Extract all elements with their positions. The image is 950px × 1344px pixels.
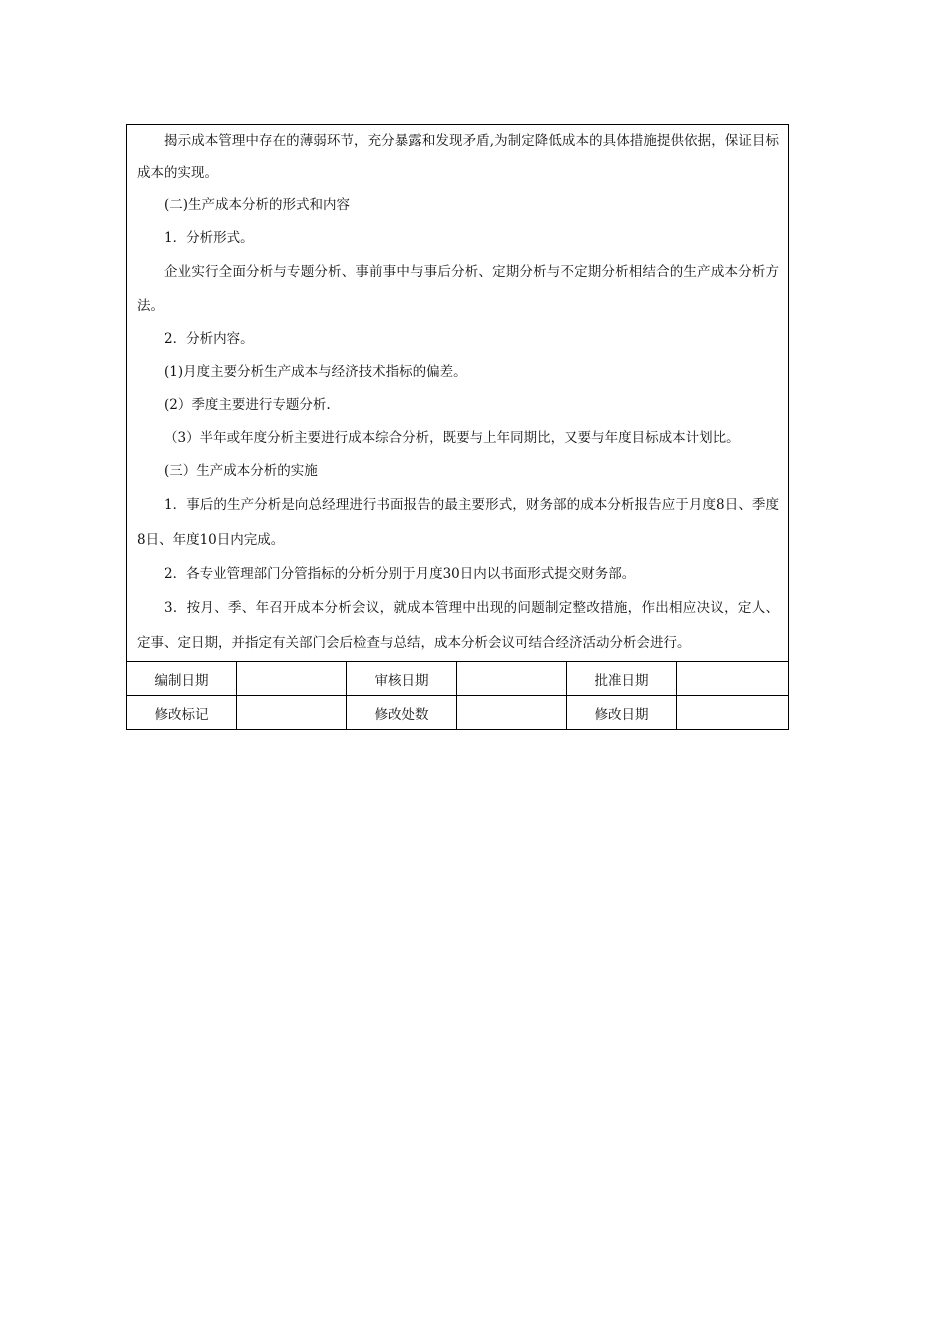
paragraph-analysis-meeting: 3．按月、季、年召开成本分析会议，就成本管理中出现的问题制定整改措施，作出相应决议，定人、定事、定日期，并指定有关部门会后检查与总结，成本分析会议可结合经济活动分析会进行。 (137, 600, 779, 651)
label-review-date: 审核日期 (347, 662, 457, 696)
paragraph-analysis-form: 企业实行全面分析与专题分析、事前事中与事后分析、定期分析与不定期分析相结合的生产成本分析方法。 (137, 264, 779, 314)
paragraph-annual-analysis: （3）半年或年度分析主要进行成本综合分析，既要与上年同期比，又要与年度目标成本计划比。 (164, 430, 740, 446)
section-heading-2: (二)生产成本分析的形式和内容 (164, 197, 351, 213)
subheading-analysis-form: 1．分析形式。 (164, 230, 254, 246)
document-frame (126, 124, 789, 730)
paragraph-department-analysis: 2．各专业管理部门分管指标的分析分别于月度30日内以书面形式提交财务部。 (164, 566, 636, 582)
table-row (127, 696, 788, 730)
label-revision-count: 修改处数 (347, 696, 457, 730)
value-compile-date[interactable] (237, 662, 347, 696)
value-revision-count[interactable] (457, 696, 567, 730)
paragraph-quarterly-analysis: (2）季度主要进行专题分析. (164, 397, 331, 413)
label-revision-date: 修改日期 (567, 696, 677, 730)
paragraph-report-deadline: 1．事后的生产分析是向总经理进行书面报告的最主要形式，财务部的成本分析报告应于月度8日、季度8日、年度10日内完成。 (137, 497, 779, 548)
value-approve-date[interactable] (677, 662, 789, 696)
paragraph-intro: 揭示成本管理中存在的薄弱环节，充分暴露和发现矛盾,为制定降低成本的具体措施提供依据，保证目标成本的实现。 (137, 133, 779, 181)
label-compile-date: 编制日期 (127, 662, 237, 696)
label-approve-date: 批准日期 (567, 662, 677, 696)
section-heading-3: (三）生产成本分析的实施 (164, 463, 318, 479)
content-cell (127, 125, 788, 661)
value-review-date[interactable] (457, 662, 567, 696)
table-row (127, 662, 788, 696)
label-revision-mark: 修改标记 (127, 696, 237, 730)
subheading-analysis-content: 2．分析内容。 (164, 331, 254, 347)
value-revision-date[interactable] (677, 696, 789, 730)
paragraph-monthly-analysis: (1)月度主要分析生产成本与经济技术指标的偏差。 (164, 364, 467, 380)
value-revision-mark[interactable] (237, 696, 347, 730)
approval-table (127, 661, 788, 729)
